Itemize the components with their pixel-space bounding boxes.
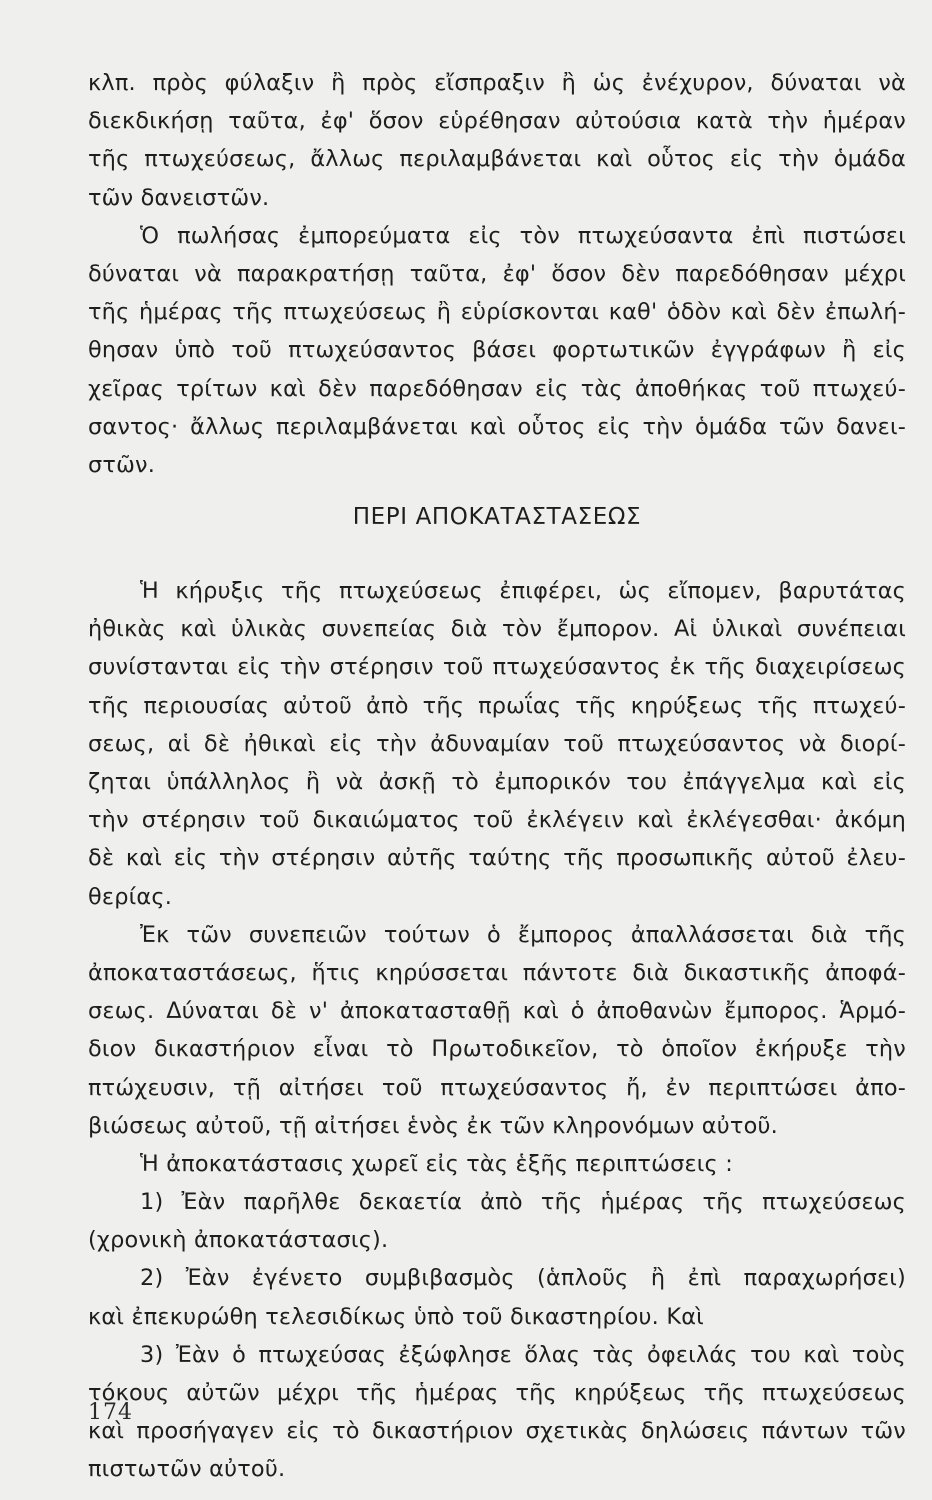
text-line: 1) Ἐὰν παρῆλθε δεκαετία ἀπὸ τῆς ἡμέρας τῆς πτωχεύσεως [140, 1189, 906, 1216]
text-line: Ἐκ τῶν συνεπειῶν τούτων ὁ ἔμπορος ἀπαλλάσσεται διὰ τῆς [140, 921, 906, 948]
text-line: Ὁ πωλήσας ἐμπορεύματα εἰς τὸν πτωχεύσαντα ἐπὶ πιστώσει [140, 222, 906, 249]
text-line: σεως. Δύναται δὲ ν' ἀποκατασταθῇ καὶ ὁ ἀποθανὼν ἔμπορος. Ἁρμό- [88, 998, 906, 1025]
text-line: τόκους αὐτῶν μέχρι τῆς ἡμέρας τῆς κηρύξεως τῆς πτωχεύσεως [88, 1380, 906, 1406]
text-line: κλπ. πρὸς φύλαξιν ἢ πρὸς εἴσπραξιν ἢ ὡς ἐνέχυρον, δύναται νὰ [88, 70, 906, 96]
page-number: 174 [88, 1400, 133, 1425]
section-heading: ΠΕΡΙ ΑΠΟΚΑΤΑΣΤΑΣΕΩΣ [352, 504, 642, 531]
text-line: ζηται ὑπάλληλος ἢ νὰ ἀσκῇ τὸ ἐμπορικόν του ἐπάγγελμα καὶ εἰς [88, 769, 906, 795]
list-item-case-3 [88, 1336, 906, 1489]
text-line: βιώσεως αὐτοῦ, τῇ αἰτήσει ἑνὸς ἐκ τῶν κληρονόμων αὐτοῦ. [88, 1112, 778, 1139]
paragraph-rehabilitation [88, 916, 906, 1145]
text-line: πιστωτῶν αὐτοῦ. [88, 1456, 286, 1483]
text-line: διεκδικήσῃ ταῦτα, ἐφ' ὅσον εὑρέθησαν αὐτούσια κατὰ τὴν ἡμέραν [88, 108, 906, 135]
page-body [88, 64, 906, 1489]
text-line: (χρονικὴ ἀποκατάστασις). [88, 1227, 389, 1254]
text-line: τῆς περιουσίας αὐτοῦ ἀπὸ τῆς πρωΐας τῆς κηρύξεως τῆς πτωχεύ- [88, 692, 906, 719]
text-line: θησαν ὑπὸ τοῦ πτωχεύσαντος βάσει φορτωτικῶν ἐγγράφων ἢ εἰς [88, 337, 906, 364]
section-heading-block [88, 484, 906, 572]
paragraph-cases-intro [88, 1145, 906, 1183]
paragraph-seller-retention [88, 217, 906, 484]
text-line: Ἡ ἀποκατάστασις χωρεῖ εἰς τὰς ἑξῆς περιπτώσεις : [140, 1150, 733, 1177]
text-line: δὲ καὶ εἰς τὴν στέρησιν αὐτῆς ταύτης τῆς προσωπικῆς αὐτοῦ ἐλευ- [88, 845, 906, 872]
list-item-case-1 [88, 1183, 906, 1259]
text-line: πτώχευσιν, τῇ αἰτήσει τοῦ πτωχεύσαντος ἤ, ἐν περιπτώσει ἀπο- [88, 1074, 906, 1101]
text-line: Ἡ κήρυξις τῆς πτωχεύσεως ἐπιφέρει, ὡς εἴπομεν, βαρυτάτας [140, 578, 906, 605]
text-line: τὴν στέρησιν τοῦ δικαιώματος τοῦ ἐκλέγειν καὶ ἐκλέγεσθαι· ἀκόμη [88, 807, 906, 834]
text-line: συνίστανται εἰς τὴν στέρησιν τοῦ πτωχεύσαντος ἐκ τῆς διαχειρίσεως [88, 654, 906, 681]
text-line: χεῖρας τρίτων καὶ δὲν παρεδόθησαν εἰς τὰς ἀποθήκας τοῦ πτωχεύ- [88, 375, 906, 402]
text-line: 3) Ἐὰν ὁ πτωχεύσας ἐξώφλησε ὅλας τὰς ὀφειλάς του καὶ τοὺς [140, 1341, 906, 1368]
text-line: τῆς ἡμέρας τῆς πτωχεύσεως ἢ εὑρίσκονται καθ' ὁδὸν καὶ δὲν ἐπωλή- [88, 299, 906, 326]
paragraph-continuation [88, 64, 906, 217]
text-line: τῶν δανειστῶν. [88, 184, 270, 211]
text-line: ἀποκαταστάσεως, ἥτις κηρύσσεται πάντοτε διὰ δικαστικῆς ἀποφά- [88, 959, 906, 986]
text-line: τῆς πτωχεύσεως, ἄλλως περιλαμβάνεται καὶ οὗτος εἰς τὴν ὁμάδα [88, 146, 906, 173]
text-line: διον δικαστήριον εἶναι τὸ Πρωτοδικεῖον, τὸ ὁποῖον ἐκήρυξε τὴν [88, 1036, 906, 1063]
text-line: καὶ ἐπεκυρώθη τελεσιδίκως ὑπὸ τοῦ δικαστηρίου. Καὶ [88, 1303, 704, 1330]
text-line: θερίας. [88, 883, 173, 910]
text-line: σεως, αἱ δὲ ἠθικαὶ εἰς τὴν ἀδυναμίαν τοῦ πτωχεύσαντος νὰ διορί- [88, 730, 906, 757]
text-line: δύναται νὰ παρακρατήσῃ ταῦτα, ἐφ' ὅσον δὲν παρεδόθησαν μέχρι [88, 260, 906, 287]
text-line: ἠθικὰς καὶ ὑλικὰς συνεπείας διὰ τὸν ἔμπορον. Αἱ ὑλικαὶ συνέπειαι [88, 616, 906, 643]
text-line: στῶν. [88, 451, 156, 478]
text-line: καὶ προσήγαγεν εἰς τὸ δικαστήριον σχετικὰς δηλώσεις πάντων τῶν [88, 1418, 906, 1445]
text-line: 2) Ἐὰν ἐγένετο συμβιβασμὸς (ἁπλοῦς ἢ ἐπὶ παραχωρήσει) [140, 1265, 906, 1292]
text-line: σαντος· ἄλλως περιλαμβάνεται καὶ οὗτος εἰς τὴν ὁμάδα τῶν δανει- [88, 413, 906, 440]
paragraph-consequences [88, 572, 906, 916]
list-item-case-2 [88, 1259, 906, 1335]
